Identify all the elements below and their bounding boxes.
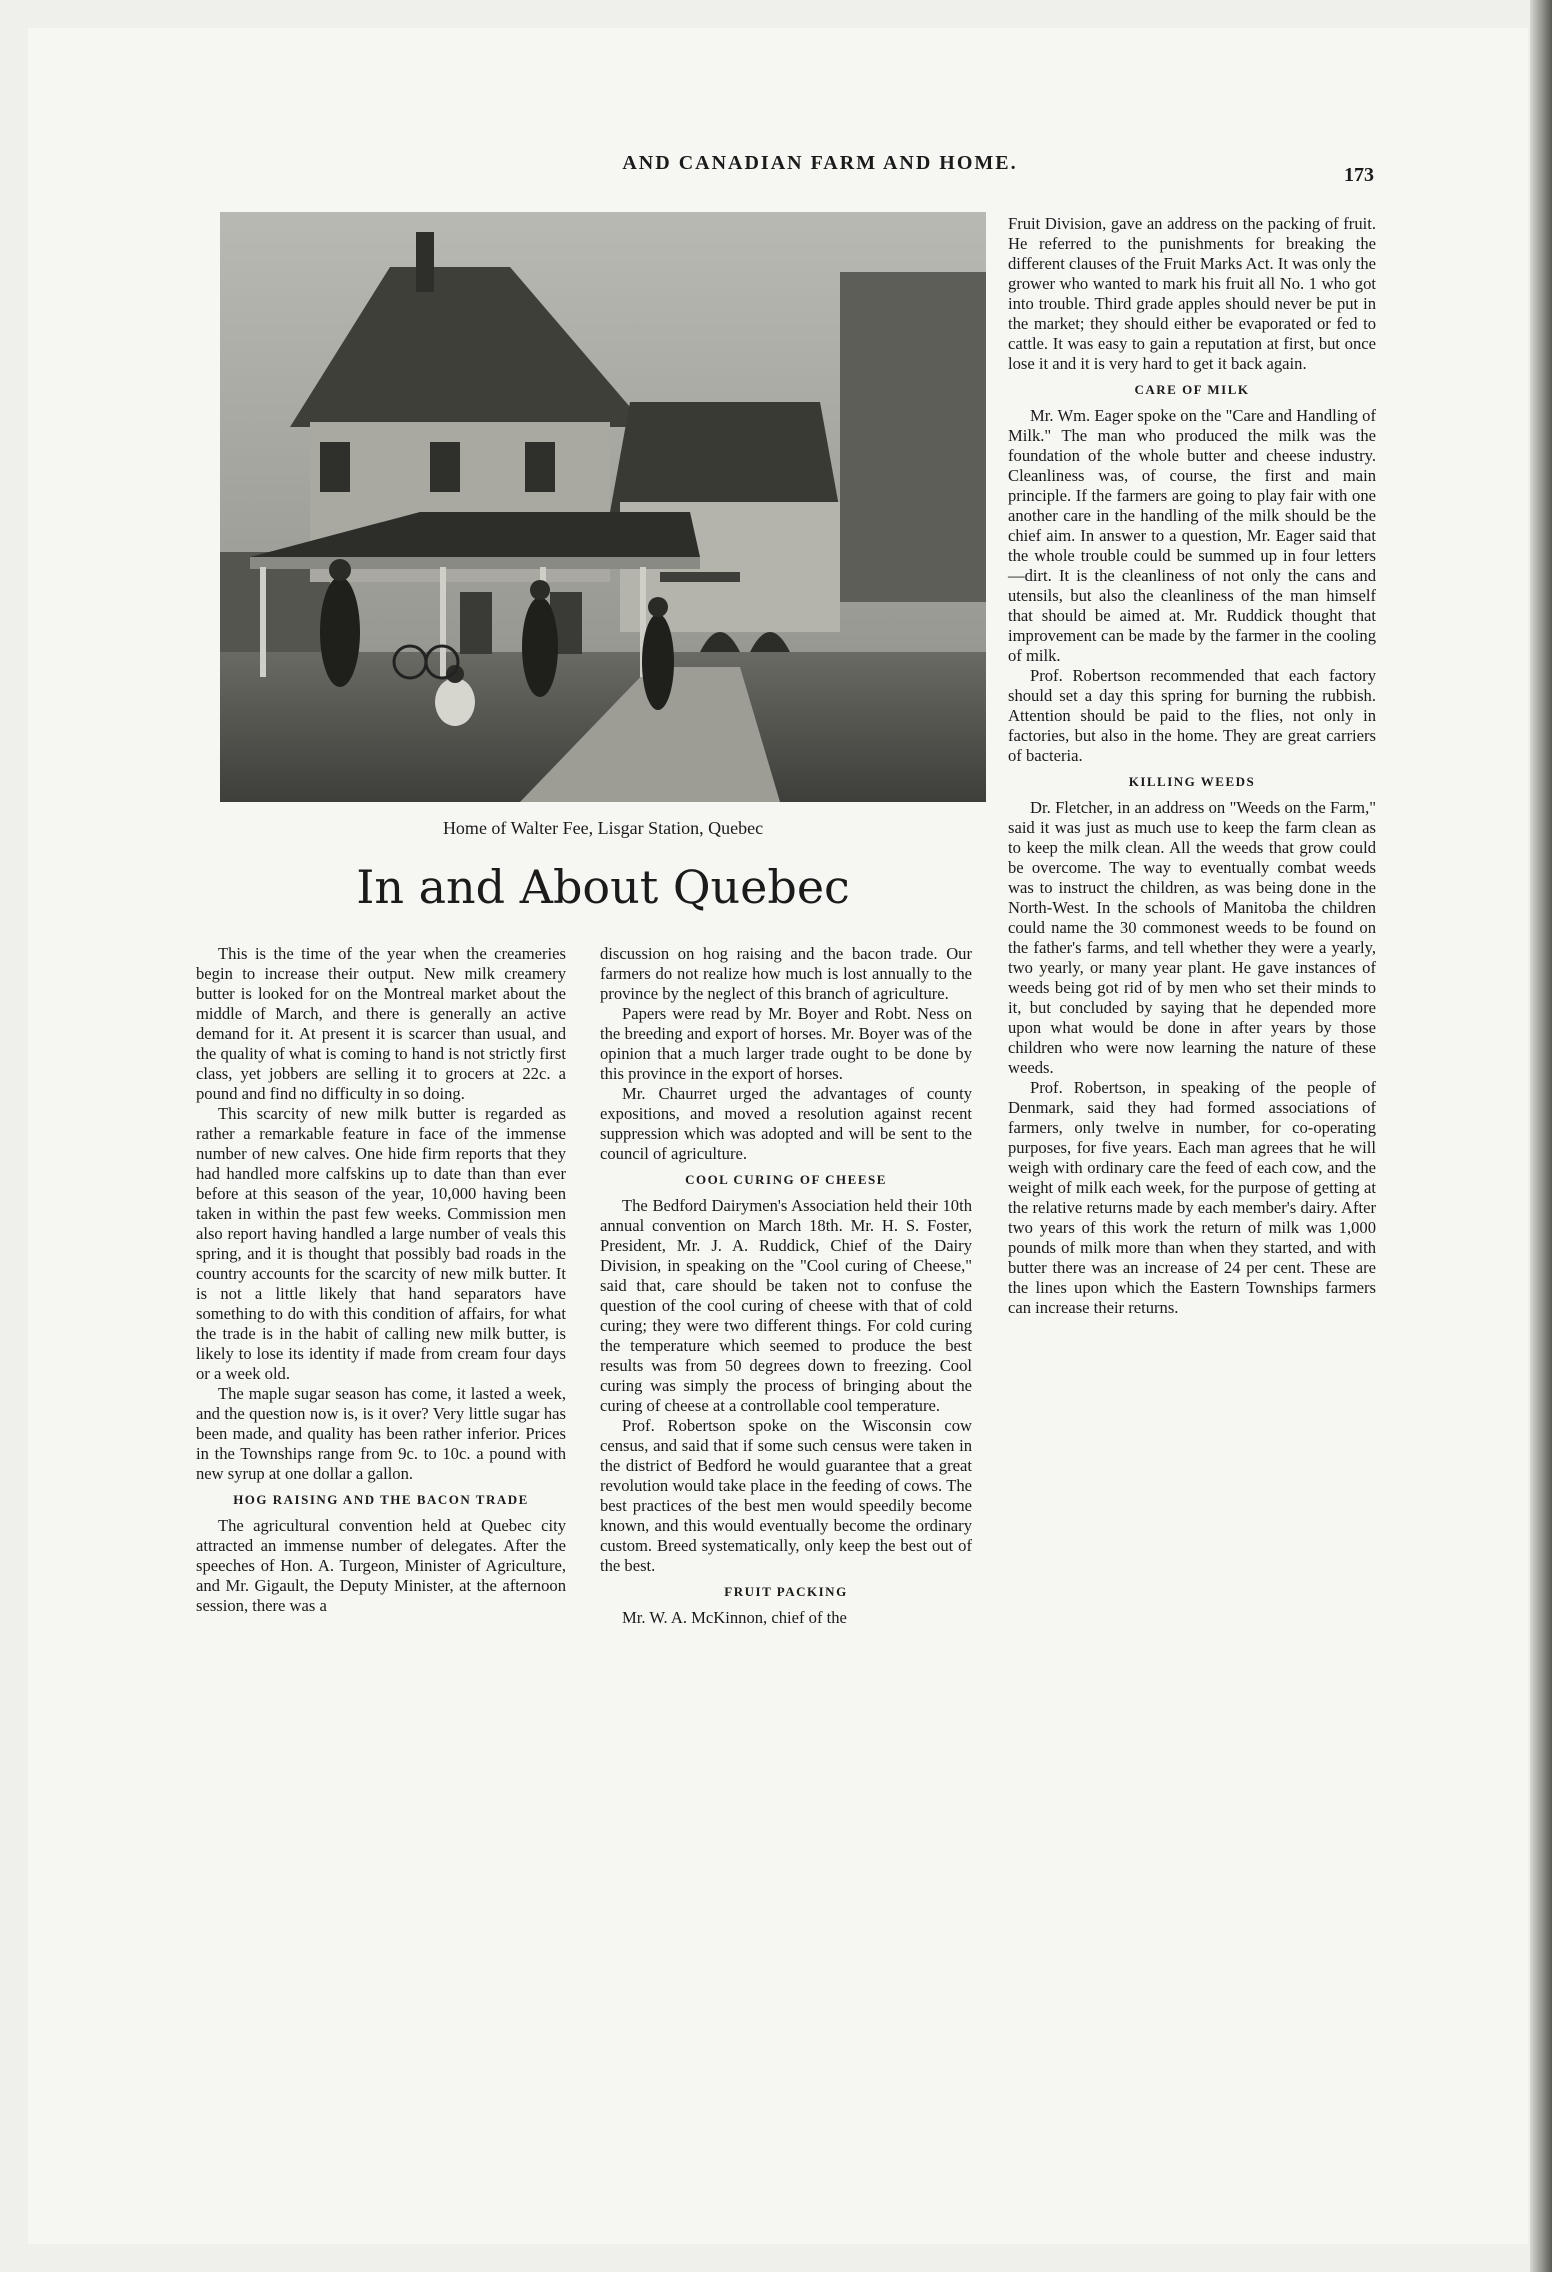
magazine-page xyxy=(28,28,1528,2244)
scan-page-edge xyxy=(1530,0,1552,2272)
column-right xyxy=(1008,214,1376,1318)
paragraph: This scarcity of new milk butter is regarded as rather a remarkable feature in face of the immense number of new calves. One hide firm reports that they had handled more calfskins up to date than than ever before at this season of the year, 10,000 having been taken in within the past few weeks. Commission men also report having handled a large number of veals this spring, and it is thought that possibly bad roads in the country accounts for the scarcity of new milk butter. It is not a little likely that hand separators have something to do with this condition of affairs, for what the trade is in the habit of calling new milk butter, is likely to lose its identity if made from cream four days or a week old. xyxy=(196,1104,566,1383)
column-left xyxy=(196,944,566,1616)
section-heading: KILLING WEEDS xyxy=(1128,774,1256,789)
paragraph: Prof. Robertson recommended that each factory should set a day this spring for burning the rubbish. Attention should be paid to the flies, not only in factories, but also in the home. They are great carriers of bacteria. xyxy=(1008,666,1376,765)
paragraph: Prof. Robertson spoke on the Wisconsin cow census, and said that if some such census were taken in the district of Bedford he would guarantee that a great revolution would take place in the feeding of cows. The best practices of the best men would speedily become known, and this would eventually become the ordinary custom. Breed systematically, only keep the best out of the best. xyxy=(600,1416,972,1575)
paragraph: Mr. W. A. McKinnon, chief of the xyxy=(622,1608,847,1627)
paragraph: The maple sugar season has come, it lasted a week, and the question now is, is it over? Very little sugar has been made, and quality has been rather inferior. Prices in the Townships range from 9c. to 10c. a pound with new syrup at one dollar a gallon. xyxy=(196,1384,566,1483)
page-number: 173 xyxy=(1344,164,1374,186)
running-head: AND CANADIAN FARM AND HOME. xyxy=(622,152,1018,174)
paragraph: Papers were read by Mr. Boyer and Robt. Ness on the breeding and export of horses. Mr. Boyer was of the opinion that a much larger trade ought to be done by this province in the export of horses. xyxy=(600,1004,972,1083)
house-photograph xyxy=(220,212,986,802)
photo-caption: Home of Walter Fee, Lisgar Station, Quebec xyxy=(442,818,764,838)
section-heading: FRUIT PACKING xyxy=(724,1584,848,1599)
paragraph: Mr. Wm. Eager spoke on the "Care and Handling of Milk." The man who produced the milk was the foundation of the whole butter and cheese industry. Cleanliness was, of course, the first and main principle. If the farmers are going to play fair with one another care in the handling of the milk should be the chief aim. In answer to a question, Mr. Eager said that the whole trouble could be summed up in four letters—dirt. It is the cleanliness of not only the cans and utensils, but also the cleanliness of the man himself that should be aimed at. Mr. Ruddick thought that improvement can be made by the farmer in the cooling of milk. xyxy=(1008,406,1376,665)
paragraph: discussion on hog raising and the bacon trade. Our farmers do not realize how much is lost annually to the province by the neglect of this branch of agriculture. xyxy=(600,944,972,1003)
paragraph: The agricultural convention held at Quebec city attracted an immense number of delegates. After the speeches of Hon. A. Turgeon, Minister of Agriculture, and Mr. Gigault, the Deputy Minister, at the afternoon session, there was a xyxy=(196,1516,566,1615)
paragraph: Dr. Fletcher, in an address on "Weeds on the Farm," said it was just as much use to keep the farm clean as to keep the milk clean. All the weeds that grow could be overcome. The way to eventually combat weeds was to instruct the children, as was being done in the North-West. In the schools of Manitoba the children could name the 30 commonest weeds to be found on the father's farms, and tell whether they were a yearly, two yearly, or many year plant. He gave instances of weeds being got rid of by men who set their minds to it, but concluded by saying that he depended more upon what would be done in after years by those children who were now learning the nature of these weeds. xyxy=(1008,798,1376,1077)
column-middle xyxy=(600,944,972,1628)
paragraph: Prof. Robertson, in speaking of the people of Denmark, said they had formed associations of farmers, only twelve in number, for co-operating purposes, for five years. Each man agrees that he will weigh with ordinary care the feed of each cow, and the weight of milk each week, for the purpose of getting at the relative returns made by each member's dairy. After two years of this work the return of milk was 1,000 pounds of milk more than when they started, and with butter there was an increase of 24 per cent. These are the lines upon which the Eastern Townships farmers can increase their returns. xyxy=(1008,1078,1376,1317)
paragraph: Mr. Chaurret urged the advantages of county expositions, and moved a resolution against recent suppression which was adopted and will be sent to the council of agriculture. xyxy=(600,1084,972,1163)
article-headline: In and About Quebec xyxy=(356,860,850,914)
section-heading: COOL CURING OF CHEESE xyxy=(685,1172,887,1187)
section-heading: CARE OF MILK xyxy=(1134,382,1250,397)
paragraph: The Bedford Dairymen's Association held their 10th annual convention on March 18th. Mr. H. S. Foster, President, Mr. J. A. Ruddick, Chief of the Dairy Division, in speaking on the "Cool curing of Cheese," said that, care should be taken not to confuse the question of the cool curing of cheese with that of cold curing; they were two different things. For cold curing the temperature which seemed to produce the best results was from 50 degrees down to freezing. Cool curing was simply the process of bringing about the curing of cheese at a controllable cool temperature. xyxy=(600,1196,972,1415)
house-illustration xyxy=(220,212,986,802)
section-heading: HOG RAISING AND THE BACON TRADE xyxy=(233,1492,529,1507)
paragraph: Fruit Division, gave an address on the packing of fruit. He referred to the punishments for breaking the different clauses of the Fruit Marks Act. It was only the grower who wanted to mark his fruit all No. 1 who got into trouble. Third grade apples should never be put in the market; they should either be evaporated or fed to cattle. It was easy to gain a reputation at first, but once lose it and it is very hard to get it back again. xyxy=(1008,214,1376,373)
paragraph: This is the time of the year when the creameries begin to increase their output. New milk creamery butter is looked for on the Montreal market about the middle of March, and there is generally an active demand for it. At present it is scarcer than usual, and the quality of what is coming to hand is not strictly first class, yet jobbers are selling it to grocers at 22c. a pound and find no difficulty in so doing. xyxy=(196,944,566,1103)
